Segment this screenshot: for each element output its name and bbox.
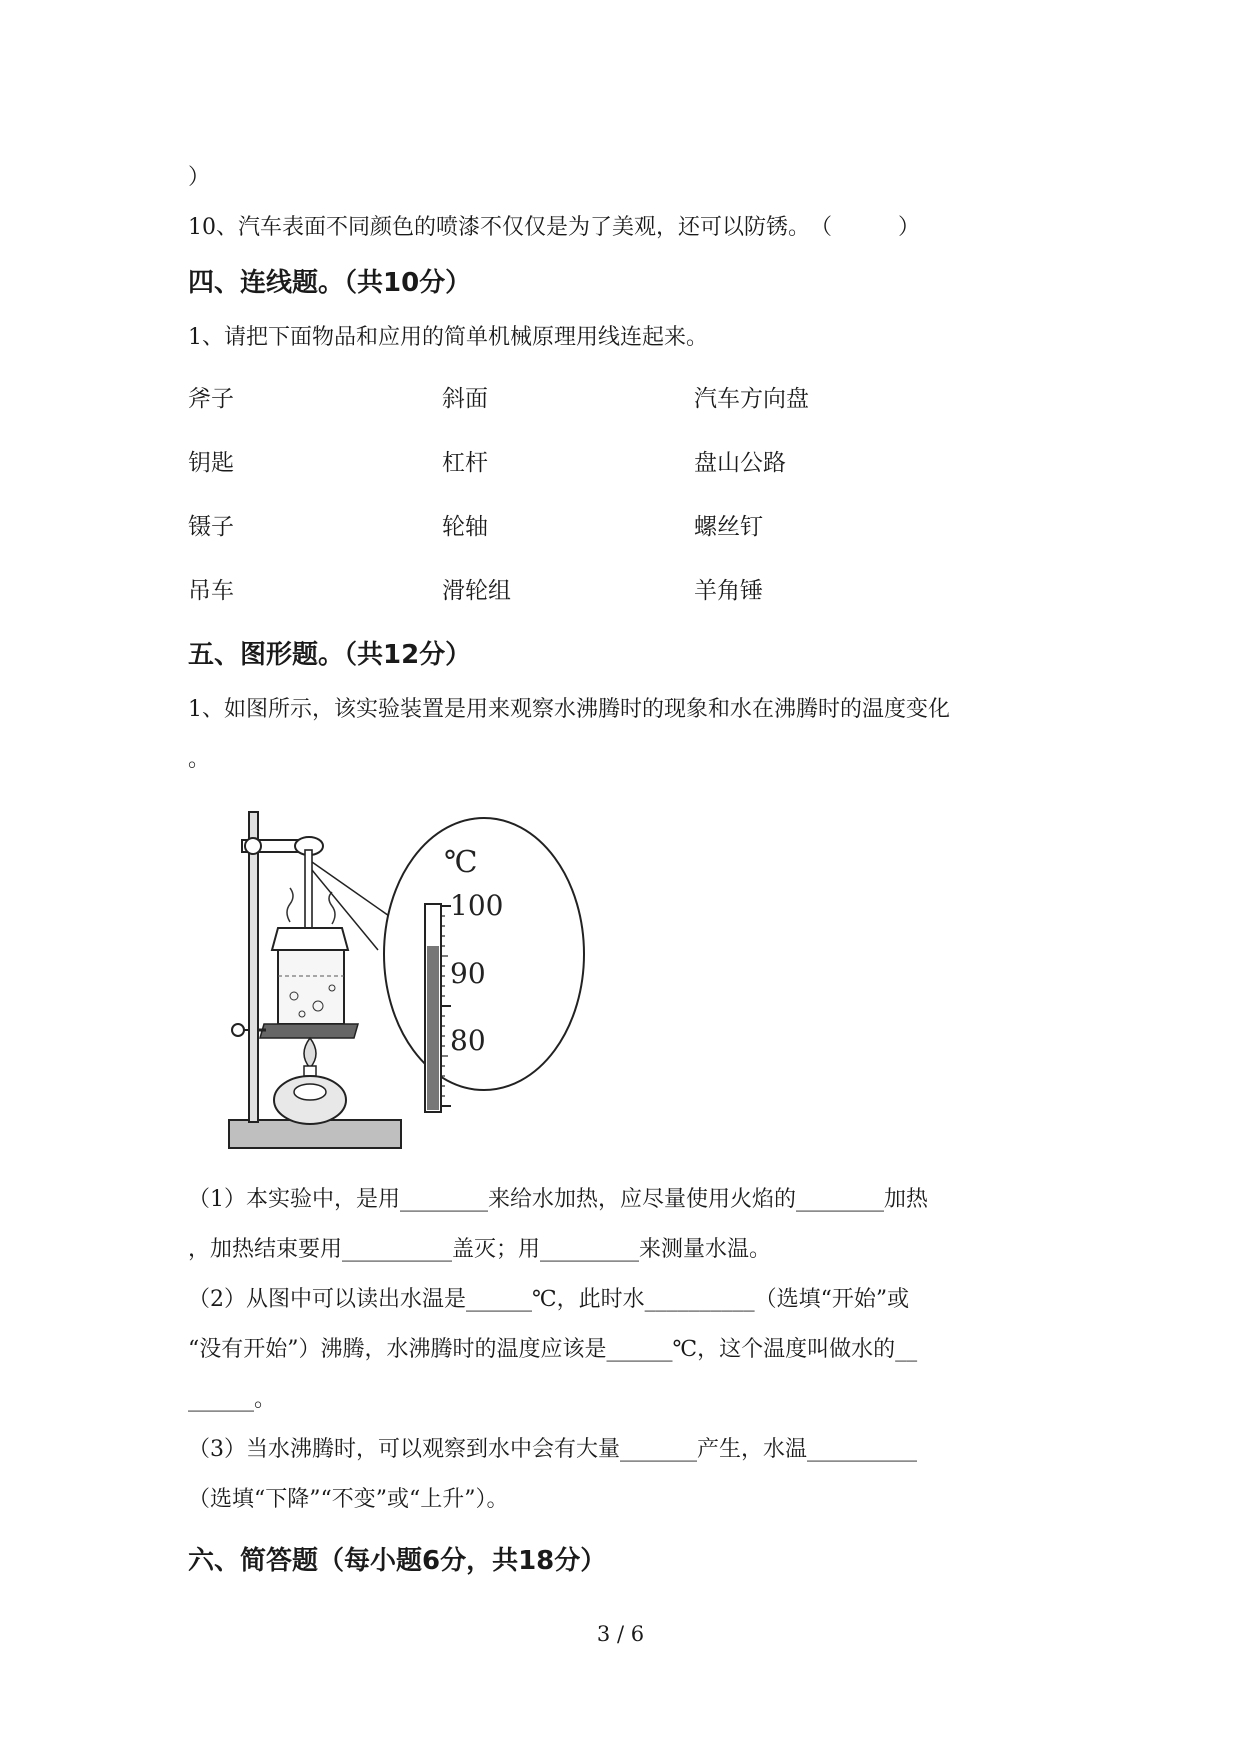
section-6-title: 六、简答题（每小题6分，共18分） [188, 1546, 607, 1576]
item-col1-1: 斧子 [188, 386, 234, 412]
burner-flame [304, 1038, 316, 1068]
beaker-lid [272, 928, 348, 950]
sub-question-3-line-2: （选填“下降”“不变”或“上升”）。 [188, 1487, 509, 1512]
beaker [278, 950, 344, 1024]
ring-clamp-knob [232, 1024, 244, 1036]
item-col1-4: 吊车 [188, 578, 234, 604]
page-number: 3 / 6 [596, 1622, 645, 1646]
question-10: 10、汽车表面不同颜色的喷漆不仅仅是为了美观，还可以防锈。 （ ） [188, 215, 920, 240]
boiling-experiment-figure [222, 800, 622, 1172]
item-col2-1: 斜面 [442, 386, 488, 412]
steam-wisp-left [287, 888, 293, 922]
item-col2-3: 轮轴 [442, 514, 488, 540]
stand-rod [249, 812, 258, 1122]
section-4-question-1: 1、请把下面物品和应用的简单机械原理用线连起来。 [188, 325, 708, 350]
previous-question-close: ） [188, 165, 211, 190]
clamp-knob [245, 838, 261, 854]
section-4-title: 四、连线题。（共10分） [188, 268, 472, 298]
sub-question-1-line-2: ，加热结束要用__________盖灭；用_________来测量水温。 [188, 1237, 772, 1262]
item-col3-1: 汽车方向盘 [694, 386, 809, 412]
item-col3-4: 羊角锤 [694, 578, 763, 604]
tick-label-80: 80 [450, 1024, 486, 1057]
item-col3-2: 盘山公路 [694, 450, 786, 476]
sub-question-1-line-1: （1）本实验中，是用________来给水加热，应尽量使用火焰的________加热 [188, 1187, 928, 1212]
tick-label-90: 90 [450, 957, 486, 990]
sub-question-3-line-1: （3）当水沸腾时，可以观察到水中会有大量_______产生，水温__________ [188, 1437, 917, 1462]
wire-gauze [260, 1024, 358, 1038]
item-col2-4: 滑轮组 [442, 578, 511, 604]
item-col3-3: 螺丝钉 [694, 514, 763, 540]
boiling-apparatus-illustration [222, 800, 622, 1172]
section-5-question-1-line-1: 1、如图所示，该实验装置是用来观察水沸腾时的现象和水在沸腾时的温度变化 [188, 697, 950, 722]
tick-label-100: 100 [450, 889, 504, 922]
sub-question-2-line-3: ______。 [188, 1387, 277, 1412]
section-5-title: 五、图形题。（共12分） [188, 640, 472, 670]
item-col2-2: 杠杆 [442, 450, 488, 476]
section-5-question-1-line-2: 。 [188, 747, 211, 772]
item-col1-2: 钥匙 [188, 450, 234, 476]
sub-question-2-line-1: （2）从图中可以读出水温是______℃，此时水__________（选填“开始”或 [188, 1287, 910, 1312]
sub-question-2-line-2: “没有开始”）沸腾，水沸腾时的温度应该是______℃，这个温度叫做水的__ [188, 1337, 918, 1362]
mercury-column [427, 946, 439, 1110]
item-col1-3: 镊子 [188, 514, 234, 540]
thermometer-unit: ℃ [444, 845, 478, 880]
